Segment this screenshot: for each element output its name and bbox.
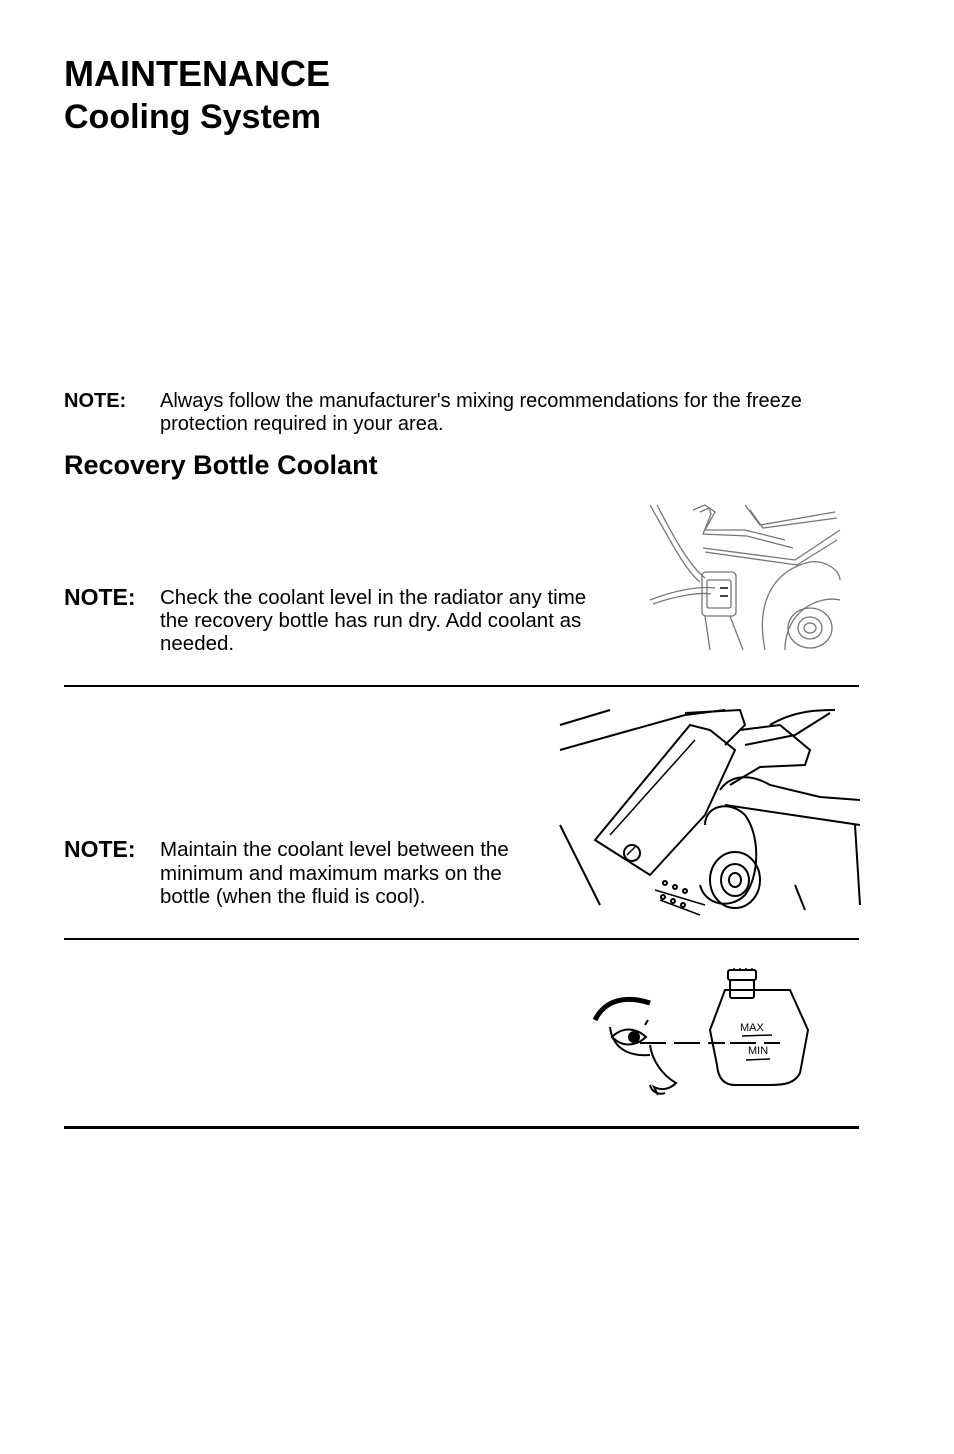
min-mark-label: MIN: [748, 1045, 769, 1057]
recovery-bottle-cap-illustration: [555, 705, 865, 920]
note-label: NOTE:: [64, 836, 136, 862]
note-label: NOTE:: [64, 390, 127, 412]
section-heading: MAINTENANCE: [64, 53, 330, 94]
section-divider: [64, 685, 859, 687]
coolant-level-check-illustration: [590, 965, 815, 1100]
note-label: NOTE:: [64, 584, 136, 610]
section-divider: [64, 1126, 859, 1129]
note-text-radiator: Check the coolant level in the radiator any time the recovery bottle has run dry. Add coolant as needed.: [160, 586, 587, 655]
recovery-bottle-location-illustration: [645, 500, 845, 655]
section-divider: [64, 938, 859, 940]
max-mark-label: MAX: [740, 1022, 764, 1034]
note-text-mixing: Always follow the manufacturer's mixing recommendations for the freeze protection required in your area.: [160, 390, 802, 435]
subsection-title: Recovery Bottle Coolant: [64, 450, 378, 480]
note-text-coolant-level: Maintain the coolant level between the minimum and maximum marks on the bottle (when the fluid is cool).: [160, 838, 509, 908]
page-title: Cooling System: [64, 98, 321, 136]
